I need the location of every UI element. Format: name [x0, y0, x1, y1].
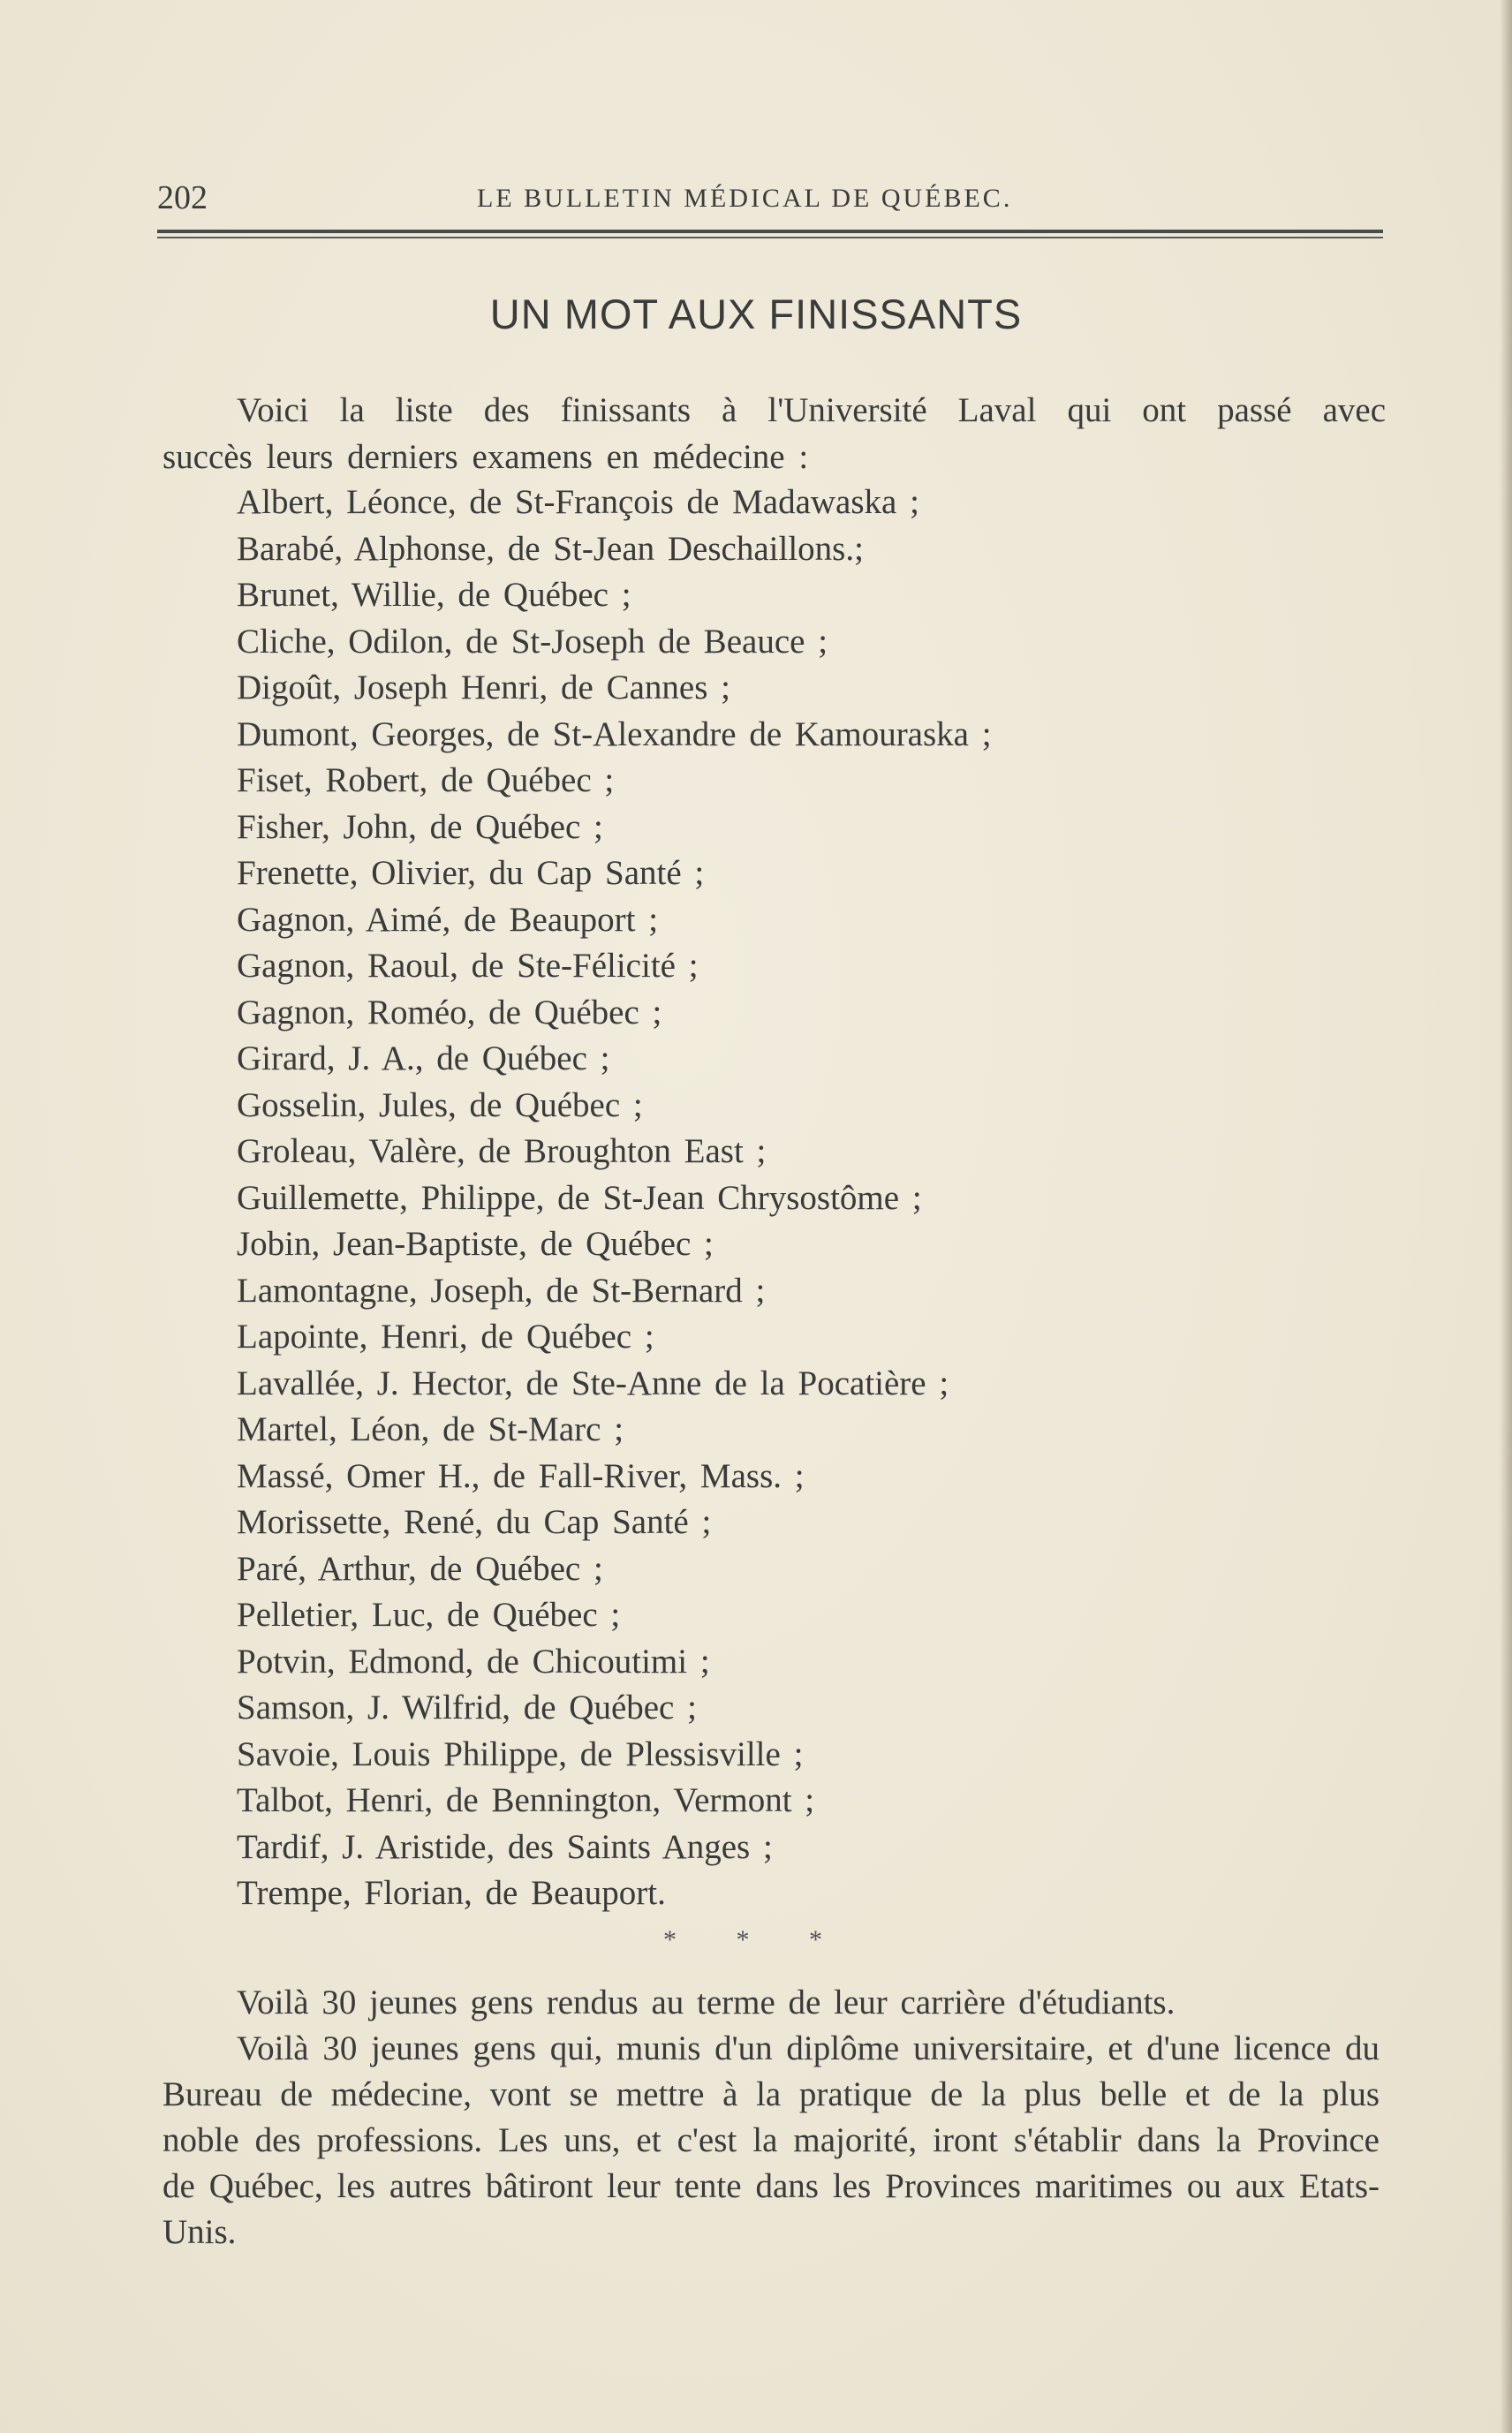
graduate-item: Groleau, Valère, de Broughton East ; — [237, 1132, 767, 1170]
intro-paragraph — [163, 387, 1386, 480]
graduate-item: Dumont, Georges, de St-Alexandre de Kamouraska ; — [237, 714, 992, 753]
graduate-item: Talbot, Henri, de Bennington, Vermont ; — [237, 1781, 815, 1819]
graduate-item: Paré, Arthur, de Québec ; — [237, 1549, 603, 1588]
graduate-item: Gagnon, Raoul, de Ste-Félicité ; — [237, 947, 699, 985]
graduate-item: Cliche, Odilon, de St-Joseph de Beauce ; — [237, 622, 828, 661]
graduates-list — [237, 480, 992, 1917]
graduate-item: Albert, Léonce, de St-François de Madawaska ; — [237, 483, 919, 521]
graduate-item: Girard, J. A., de Québec ; — [237, 1039, 610, 1077]
closing-paragraph: Voilà 30 jeunes gens rendus au terme de leur carrière d'étudiants. — [237, 1983, 1176, 2021]
graduate-item: Potvin, Edmond, de Chicoutimi ; — [237, 1642, 710, 1681]
graduate-item: Fisher, John, de Québec ; — [237, 807, 603, 846]
graduate-item: Massé, Omer H., de Fall-River, Mass. ; — [237, 1456, 805, 1495]
graduate-item: Barabé, Alphonse, de St-Jean Deschaillons.; — [237, 529, 864, 568]
graduate-item: Samson, J. Wilfrid, de Québec ; — [237, 1689, 697, 1727]
graduate-item: Lavallée, J. Hector, de Ste-Anne de la Pocatière ; — [237, 1364, 949, 1402]
graduate-item: Trempe, Florian, de Beauport. — [237, 1874, 666, 1912]
running-head: LE BULLETIN MÉDICAL DE QUÉBEC. — [477, 184, 1013, 213]
graduate-item: Tardif, J. Aristide, des Saints Anges ; — [237, 1827, 773, 1866]
intro-line-1: Voici la liste des finissants à l'Université Laval qui ont passé avec — [237, 391, 1386, 429]
graduate-item: Martel, Léon, de St-Marc ; — [237, 1410, 624, 1448]
header-rule-thin — [157, 237, 1383, 238]
intro-line-2: succès leurs derniers examens en médecine : — [163, 438, 809, 476]
graduate-item: Gagnon, Roméo, de Québec ; — [237, 993, 662, 1031]
graduate-item: Jobin, Jean-Baptiste, de Québec ; — [237, 1225, 714, 1263]
header-rule-thick — [157, 230, 1383, 233]
graduate-item: Frenette, Olivier, du Cap Santé ; — [237, 854, 705, 892]
section-separator: * * * — [663, 1925, 849, 1954]
graduate-item: Lapointe, Henri, de Québec ; — [237, 1318, 654, 1356]
article-title: UN MOT AUX FINISSANTS — [489, 291, 1023, 337]
graduate-item: Gagnon, Aimé, de Beauport ; — [237, 900, 659, 939]
graduate-item: Gosselin, Jules, de Québec ; — [237, 1085, 643, 1124]
page-edge-shadow — [1500, 0, 1512, 2433]
graduate-item: Lamontagne, Joseph, de St-Bernard ; — [237, 1271, 766, 1310]
graduate-item: Fiset, Robert, de Québec ; — [237, 761, 615, 799]
graduate-item: Guillemette, Philippe, de St-Jean Chrysostôme ; — [237, 1178, 922, 1217]
page-number: 202 — [157, 179, 208, 216]
graduate-item: Savoie, Louis Philippe, de Plessisville ; — [237, 1734, 804, 1773]
closing-text — [163, 1980, 1380, 2255]
graduate-item: Morissette, René, du Cap Santé ; — [237, 1503, 712, 1541]
graduate-item: Brunet, Willie, de Québec ; — [237, 576, 631, 614]
closing-paragraph: Voilà 30 jeunes gens qui, munis d'un diplôme universitaire, et d'une licence du Bureau de médecine, vont se mettre à la pratique de la plus belle et de la plus noble des professions. Les uns, et c'est la majorité, iront s'établir dans la Province de Québec, les autres bâtiront leur tente dans les Provinces maritimes ou aux Etats-Unis. — [163, 2029, 1380, 2251]
graduate-item: Pelletier, Luc, de Québec ; — [237, 1596, 621, 1634]
graduate-item: Digoût, Joseph Henri, de Cannes ; — [237, 669, 731, 706]
